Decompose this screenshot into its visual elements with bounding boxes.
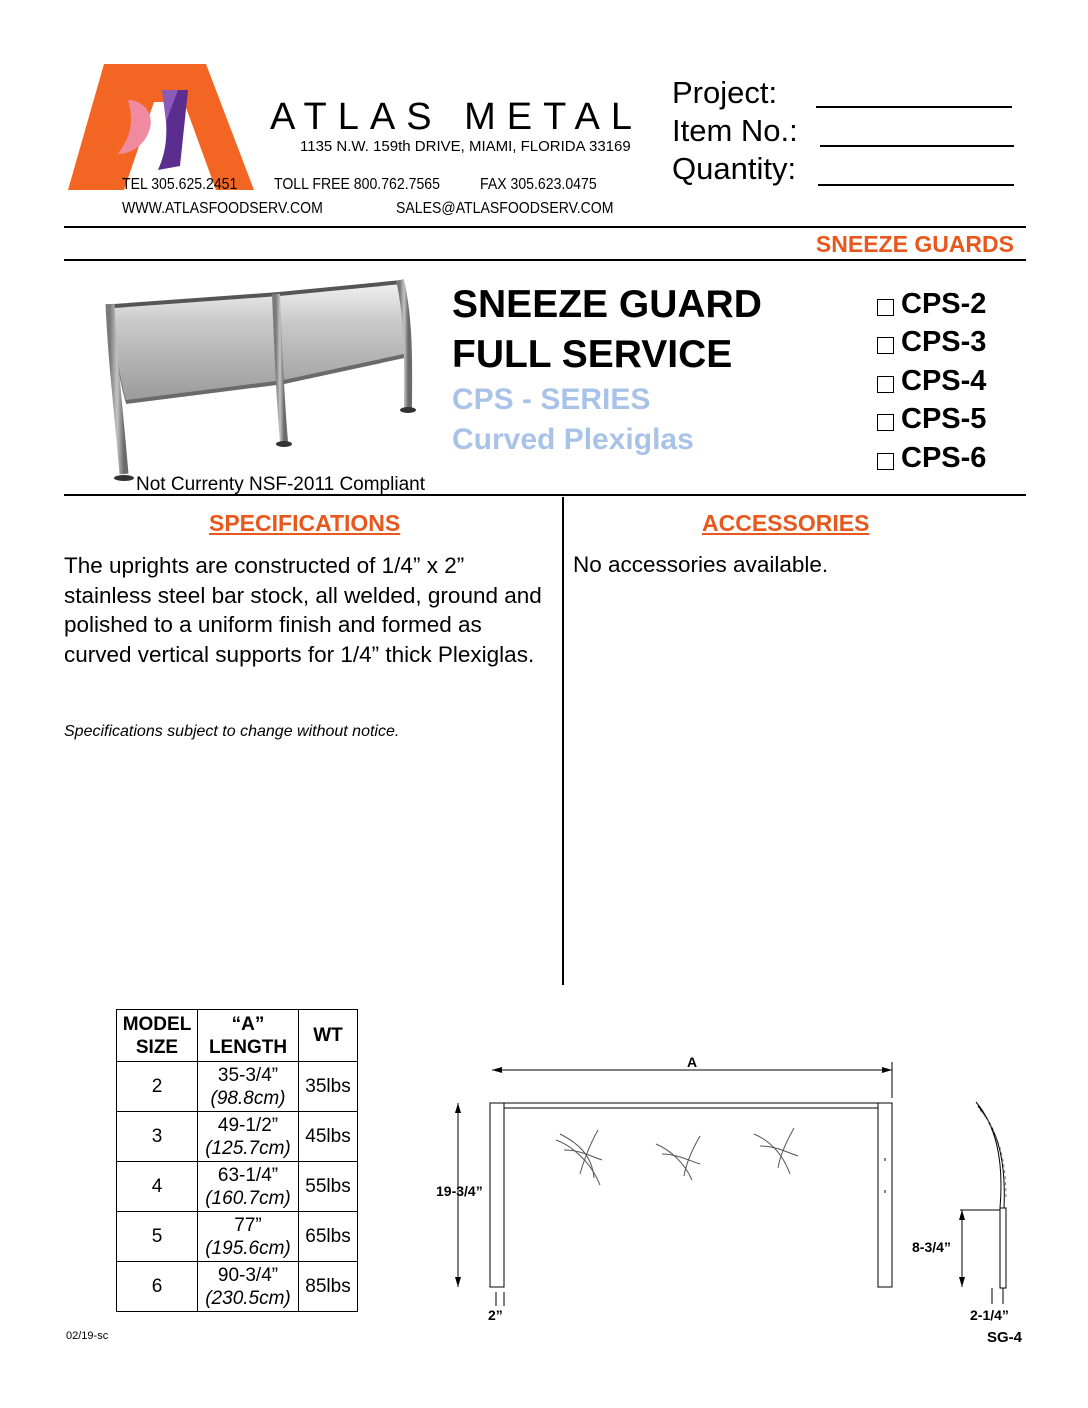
length-cell: 35-3/4” (98.8cm): [198, 1062, 299, 1112]
project-label: Project:: [672, 75, 778, 110]
weight-cell: 85lbs: [299, 1262, 358, 1312]
model-option[interactable]: [877, 439, 986, 478]
weight-header: WT: [299, 1010, 358, 1062]
company-toll-free: TOLL FREE 800.762.7565: [274, 176, 440, 193]
model-checklist: [877, 285, 986, 478]
nsf-compliance-note: Not Currenty NSF-2011 Compliant: [136, 474, 425, 495]
model-label: CPS-6: [901, 441, 987, 474]
category-label: SNEEZE GUARDS: [815, 231, 1014, 257]
product-material: Curved Plexiglas: [452, 423, 694, 456]
model-label: CPS-4: [901, 364, 987, 397]
product-title-line1: SNEEZE GUARD: [452, 283, 762, 326]
size-cell: 3: [117, 1112, 198, 1162]
category-divider: [64, 259, 1026, 261]
checkbox[interactable]: [877, 414, 894, 431]
column-divider: [562, 497, 564, 985]
size-cell: 2: [117, 1062, 198, 1112]
project-field[interactable]: [816, 106, 1012, 108]
company-email[interactable]: SALES@ATLASFOODSERV.COM: [396, 200, 614, 217]
checkbox[interactable]: [877, 337, 894, 354]
company-website[interactable]: WWW.ATLASFOODSERV.COM: [122, 200, 323, 217]
company-tel: TEL 305.625.2451: [122, 176, 238, 193]
weight-cell: 45lbs: [299, 1112, 358, 1162]
company-fax: FAX 305.623.0475: [480, 176, 597, 193]
specifications-notice: Specifications subject to change without notice.: [64, 723, 400, 740]
length-cell: 77” (195.6cm): [198, 1212, 299, 1262]
sneeze-guard-product-image: [104, 274, 426, 484]
section-divider: [64, 494, 1026, 496]
checkbox[interactable]: [877, 299, 894, 316]
model-label: CPS-2: [901, 287, 987, 320]
item-no-label: Item No.:: [672, 113, 798, 148]
quantity-label: Quantity:: [672, 151, 797, 186]
length-header: “A” LENGTH: [198, 1010, 299, 1062]
model-size-header: MODEL SIZE: [117, 1010, 198, 1062]
weight-cell: 35lbs: [299, 1062, 358, 1112]
length-cell: 49-1/2” (125.7cm): [198, 1112, 299, 1162]
page-code: SG-4: [986, 1329, 1022, 1346]
weight-cell: 65lbs: [299, 1212, 358, 1262]
model-label: CPS-5: [901, 403, 987, 436]
checkbox[interactable]: [877, 453, 894, 470]
dimension-a: [492, 1054, 892, 1098]
table-row: [117, 1212, 358, 1262]
length-cell: 63-1/4” (160.7cm): [198, 1162, 299, 1212]
size-cell: 5: [117, 1212, 198, 1262]
model-option[interactable]: [877, 362, 986, 401]
technical-drawing: [430, 1050, 1030, 1330]
company-name: ATLAS METAL: [270, 96, 643, 138]
size-cell: 4: [117, 1162, 198, 1212]
dim-a-label: A: [686, 1054, 698, 1070]
model-option[interactable]: [877, 324, 986, 363]
model-option[interactable]: [877, 285, 986, 324]
size-table: [116, 1009, 358, 1312]
side-elevation: [912, 1102, 1009, 1323]
product-series: CPS - SERIES: [452, 383, 651, 416]
model-option[interactable]: [877, 401, 986, 440]
table-header-row: [117, 1010, 358, 1062]
front-elevation: [436, 1103, 892, 1323]
item-no-field[interactable]: [820, 145, 1014, 147]
dim-upright-label: 2”: [488, 1307, 503, 1323]
dim-side-height-label: 8-3/4”: [912, 1239, 951, 1255]
accessories-heading: ACCESSORIES: [702, 510, 870, 536]
specifications-text: The uprights are constructed of 1/4” x 2” stainless steel bar stock, all welded, ground and polished to a uniform finish and formed as curved vertical supports for 1/4” thick Plexiglas.: [64, 553, 542, 667]
model-label: CPS-3: [901, 326, 987, 359]
header-divider: [64, 226, 1026, 228]
dim-height-label: 19-3/4”: [436, 1183, 483, 1199]
quantity-field[interactable]: [818, 184, 1014, 186]
specifications-heading: SPECIFICATIONS: [209, 510, 401, 536]
table-row: [117, 1262, 358, 1312]
accessories-text: No accessories available.: [573, 552, 829, 577]
size-cell: 6: [117, 1262, 198, 1312]
weight-cell: 55lbs: [299, 1162, 358, 1212]
table-row: [117, 1112, 358, 1162]
revision-code: 02/19-sc: [66, 1330, 109, 1342]
product-title-line2: FULL SERVICE: [452, 333, 733, 376]
table-row: [117, 1062, 358, 1112]
checkbox[interactable]: [877, 376, 894, 393]
table-row: [117, 1162, 358, 1212]
atlas-logo: [66, 62, 256, 192]
length-cell: 90-3/4” (230.5cm): [198, 1262, 299, 1312]
dim-side-base-label: 2-1/4”: [970, 1307, 1009, 1323]
company-address: 1135 N.W. 159th DRIVE, MIAMI, FLORIDA 33169: [300, 138, 631, 155]
